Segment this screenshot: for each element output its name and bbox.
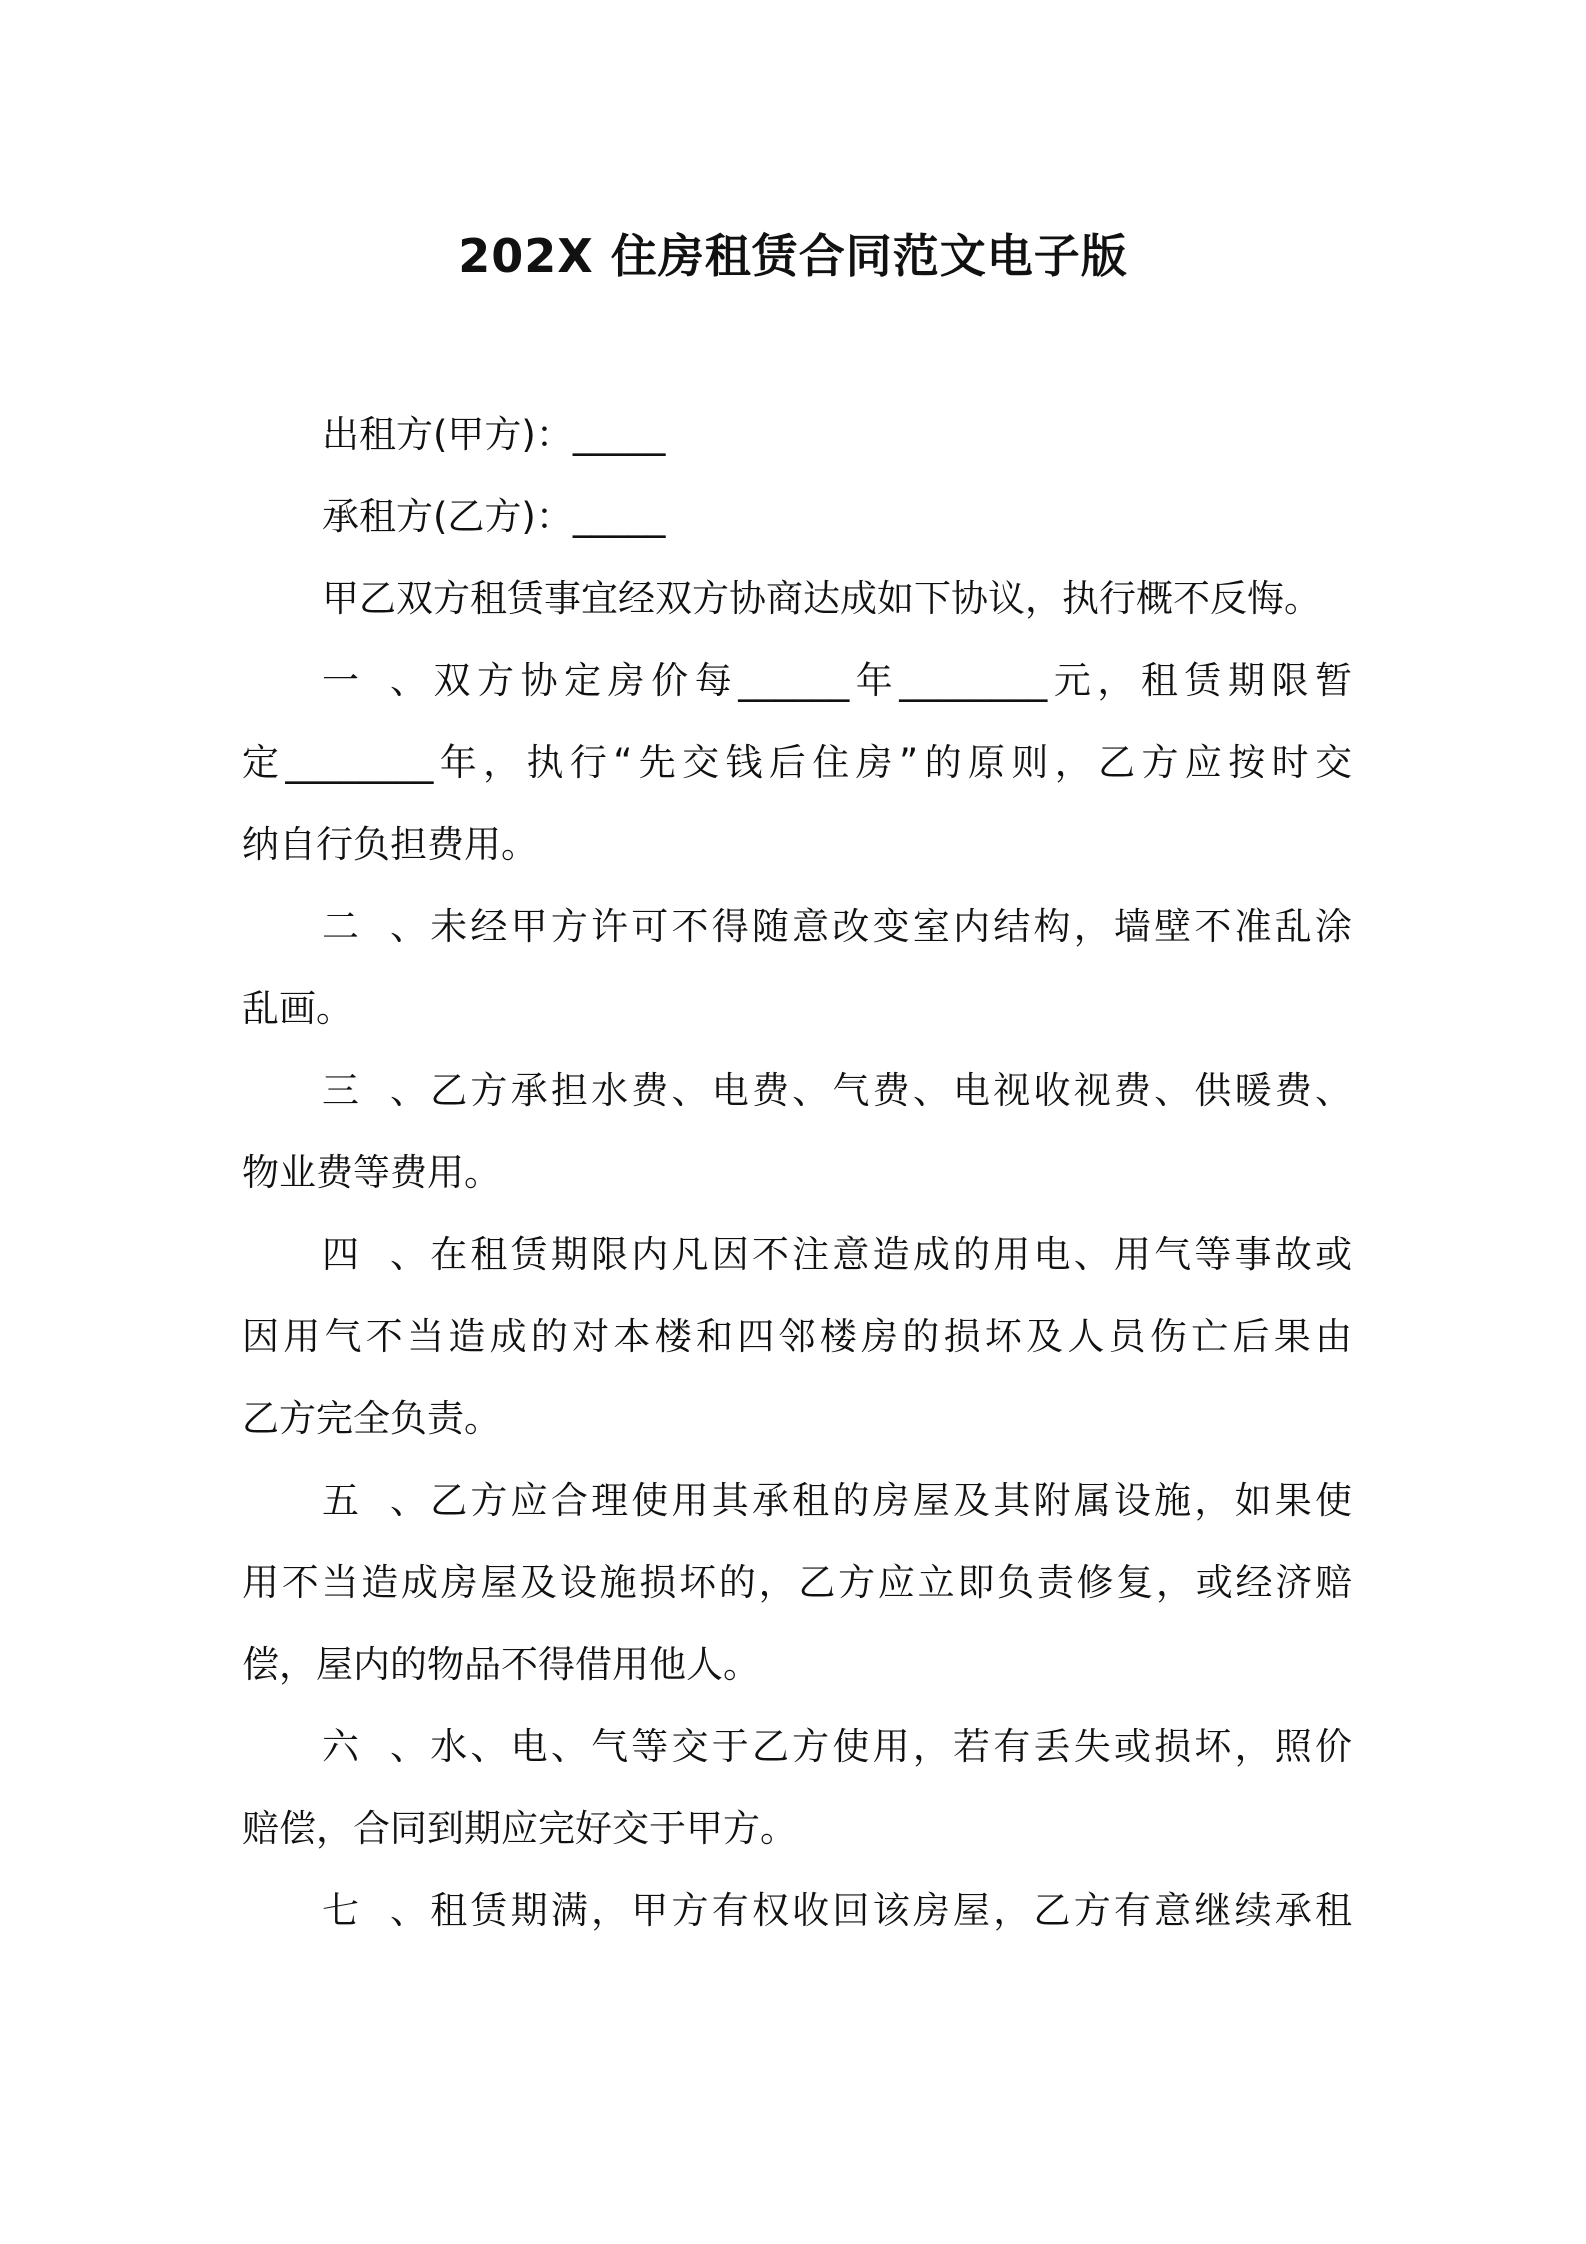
line-text: 乙方承担水费、电费、气费、电视收视费、供暖费、 (427, 1069, 1352, 1112)
document-body (242, 394, 1352, 1952)
clause-number: 五、 (322, 1479, 427, 1522)
clause-number: 三、 (322, 1069, 427, 1112)
line-text: 甲乙双方租赁事宜经双方协商达成如下协议，执行概不反悔。 (322, 577, 1321, 620)
text-line (242, 1132, 1352, 1214)
text-line (242, 1870, 1352, 1952)
text-line (242, 1050, 1352, 1132)
line-text: 租赁期满，甲方有权收回该房屋，乙方有意继续承租 (427, 1889, 1352, 1932)
line-text: 在租赁期限内凡因不注意造成的用电、用气等事故或 (427, 1233, 1352, 1276)
text-line (242, 1788, 1352, 1870)
text-line (242, 968, 1352, 1050)
text-line (242, 558, 1352, 640)
clause-number: 一、 (322, 659, 427, 702)
text-line (242, 886, 1352, 968)
text-line (242, 476, 1352, 558)
line-text: 水、电、气等交于乙方使用，若有丢失或损坏，照价 (427, 1725, 1352, 1768)
text-line (242, 1542, 1352, 1624)
clause-number: 六、 (322, 1725, 427, 1768)
line-text: 定________年，执行“先交钱后住房”的原则，乙方应按时交 (242, 741, 1352, 784)
line-text: 物业费等费用。 (242, 1151, 501, 1194)
text-line (242, 1460, 1352, 1542)
line-text: 乙方完全负责。 (242, 1397, 501, 1440)
clause-number: 二、 (322, 905, 427, 948)
text-line (242, 394, 1352, 476)
text-line (242, 1378, 1352, 1460)
line-text: 用不当造成房屋及设施损坏的，乙方应立即负责修复，或经济赔 (242, 1561, 1352, 1604)
text-line (242, 1706, 1352, 1788)
line-text: 双方协定房价每______年________元，租赁期限暂 (427, 659, 1352, 702)
line-text: 偿，屋内的物品不得借用他人。 (242, 1643, 760, 1686)
text-line (242, 722, 1352, 804)
document-title: 202X 住房租赁合同范文电子版 (458, 229, 1128, 283)
line-text: 纳自行负担费用。 (242, 823, 538, 866)
line-text: 乙方应合理使用其承租的房屋及其附属设施，如果使 (427, 1479, 1352, 1522)
text-line (242, 1624, 1352, 1706)
line-text: 因用气不当造成的对本楼和四邻楼房的损坏及人员伤亡后果由 (242, 1315, 1352, 1358)
line-text: 出租方(甲方)：_____ (322, 413, 666, 456)
clause-number: 四、 (322, 1233, 427, 1276)
line-text: 赔偿，合同到期应完好交于甲方。 (242, 1807, 797, 1850)
line-text: 承租方(乙方)：_____ (322, 495, 666, 538)
line-text: 乱画。 (242, 987, 353, 1030)
text-line (242, 640, 1352, 722)
clause-number: 七、 (322, 1889, 427, 1932)
line-text: 未经甲方许可不得随意改变室内结构，墙壁不准乱涂 (427, 905, 1352, 948)
text-line (242, 804, 1352, 886)
text-line (242, 1296, 1352, 1378)
text-line (242, 1214, 1352, 1296)
